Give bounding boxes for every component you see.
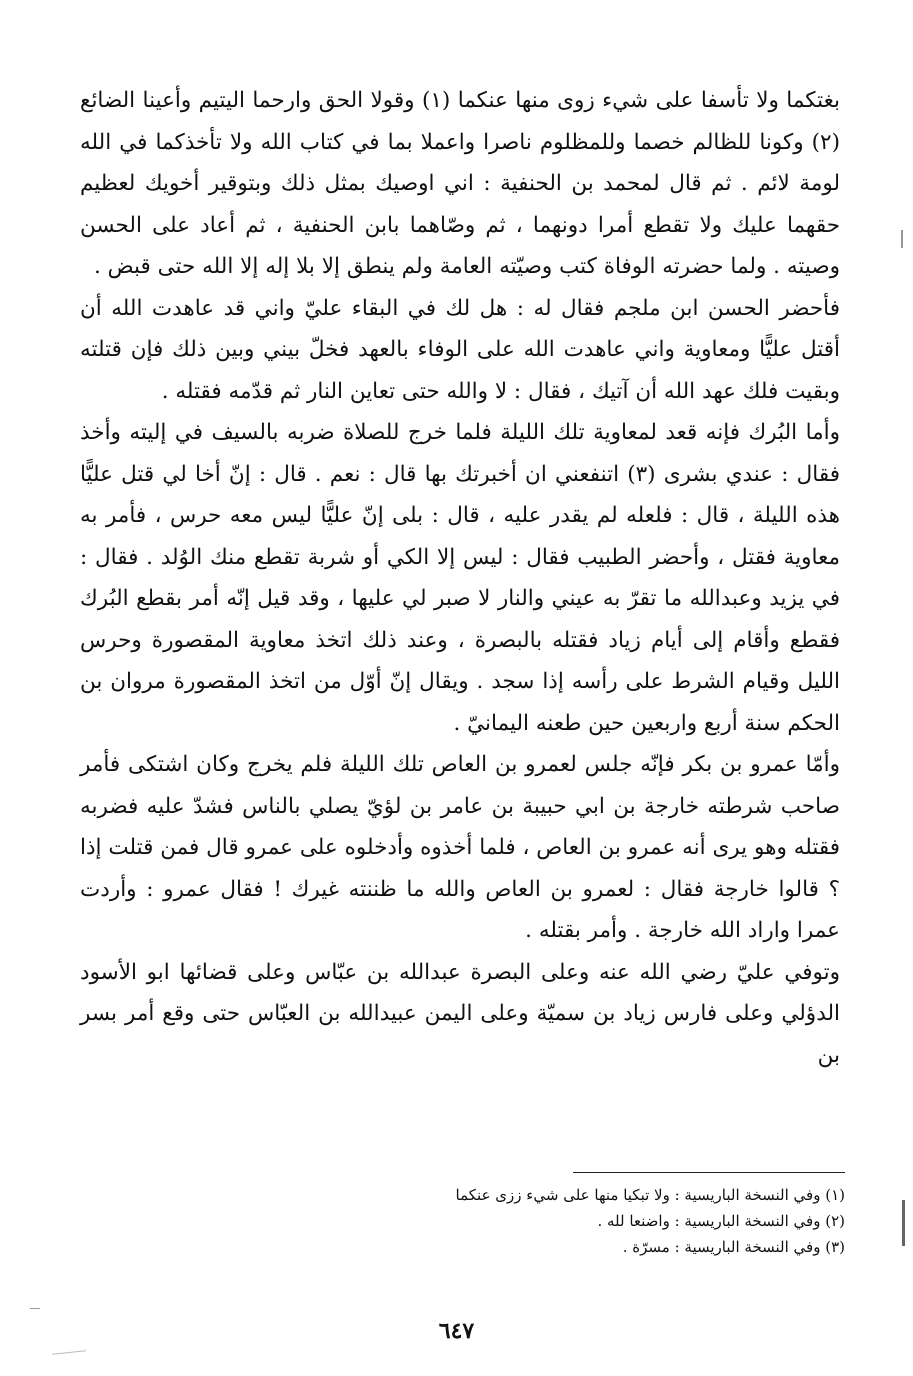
paragraph-ali-will: بغتكما ولا تأسفا على شيء زوى منها عنكما (١) وقولا الحق وارحما اليتيم وأعينا الضائع (٢) وكونا للظالم خصما وللمظلوم ناصرا واعملا بما في كتاب الله ولا تأخذكما في الله لومة لائم . ثم قال لمحمد بن الحنفية : اني اوصيك بمثل ذلك وبتوقير أخويك لعظيم حقهما عليك ولا تقطع أمرا دونهما ، ثم وصّاهما بابن الحنفية ، ثم أعاد على الحسن وصيته . ولما حضرته الوفاة كتب وصيّته العامة ولم ينطق إلا بلا إله إلا الله حتى قبض . <box>80 88 840 279</box>
page-number: ٦٤٧ <box>438 1318 475 1344</box>
paragraph-ibn-muljam: فأحضر الحسن ابن ملجم فقال له : هل لك في البقاء عليّ واني قد عاهدت الله أن أقتل عليًّا ومعاوية واني عاهدت الله على الوفاء بالعهد فخلّ بيني وبين ذلك فإن قتلته وبقيت فلك عهد الله أن آتيك ، فقال : لا والله حتى تعاين النار ثم قدّمه فقتله . <box>80 295 840 404</box>
footnotes <box>285 1182 845 1260</box>
scan-speck <box>902 1200 905 1246</box>
scan-speck <box>30 1308 40 1309</box>
scan-speck <box>52 1350 86 1355</box>
scan-speck <box>901 230 903 248</box>
paragraph-burak: وأما البُرك فإنه قعد لمعاوية تلك الليلة فلما خرج للصلاة ضربه بالسيف في إليته وأخذ فقال : عندي بشرى (٣) اتنفعني ان أخبرتك بها قال : نعم . قال : إنّ أخا لي قتل عليًّا هذه الليلة ، قال : فلعله لم يقدر عليه ، قال : بلى إنّ عليًّا ليس معه حرس ، فأمر به معاوية فقتل ، وأحضر الطبيب فقال : ليس إلا الكي أو شربة تقطع منك الوُلد . فقال : في يزيد وعبدالله ما تقرّ به عيني والنار لا صبر لي عليها ، وقد قيل إنّه أمر بقطع البُرك فقطع وأقام إلى أيام زياد فقتله بالبصرة ، وعند ذلك اتخذ معاوية المقصورة وحرس الليل وقيام الشرط على رأسه إذا سجد . ويقال إنّ أوّل من اتخذ المقصورة مروان بن الحكم سنة أربع واربعين حين طعنه اليمانيّ . <box>80 420 840 736</box>
paragraph-ali-death: وتوفي عليّ رضي الله عنه وعلى البصرة عبدالله بن عبّاس وعلى قضائها ابو الأسود الدؤلي وعلى فارس زياد بن سميّة وعلى اليمن عبيدالله بن العبّاس حتى وقع أمر بسر بن <box>80 959 840 1068</box>
footnote-2: (٢) وفي النسخة الباريسية : واضنعا لله . <box>597 1212 845 1230</box>
footnote-divider <box>573 1172 845 1173</box>
main-text <box>80 80 840 1076</box>
footnote-1: (١) وفي النسخة الباريسية : ولا تبكيا منها على شيء ززى عنكما <box>455 1186 845 1204</box>
footnote-3: (٣) وفي النسخة الباريسية : مسرّة . <box>622 1238 845 1256</box>
paragraph-amr-ibn-bakr: وأمّا عمرو بن بكر فإنّه جلس لعمرو بن العاص تلك الليلة فلم يخرج وكان اشتكى فأمر صاحب شرطته خارجة بن ابي حبيبة بن عامر بن لؤيّ يصلي بالناس فشدّ عليه فضربه فقتله وهو يرى أنه عمرو بن العاص ، فلما أخذوه وأدخلوه على عمرو قال فمن قتلت إذا ؟ قالوا خارجة فقال : لعمرو بن العاص والله ما ظننته غيرك ! فقال عمرو : وأردت عمرا واراد الله خارجة . وأمر بقتله . <box>80 752 840 943</box>
